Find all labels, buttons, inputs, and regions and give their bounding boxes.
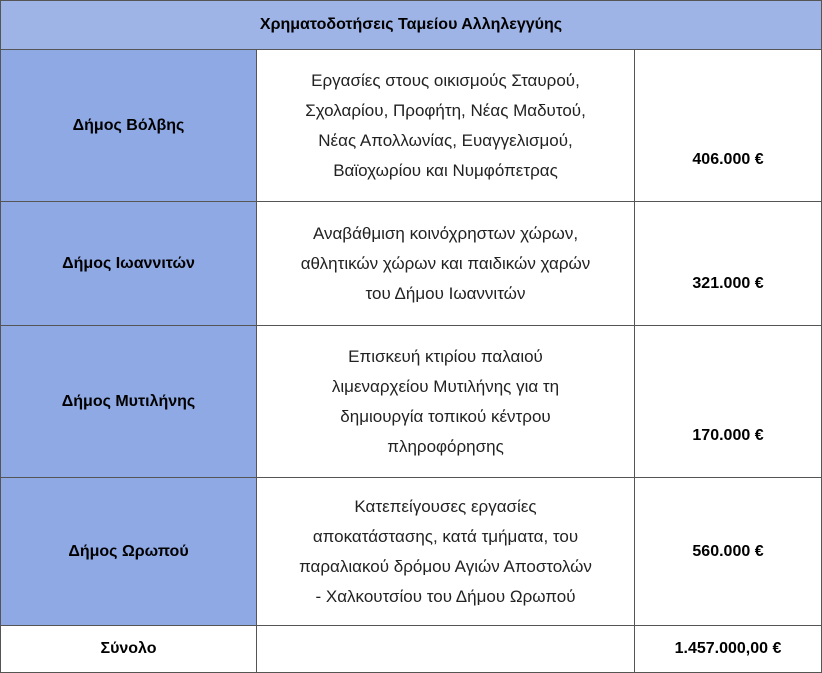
description-line: πληροφόρησης bbox=[387, 436, 504, 456]
description-line: αποκατάστασης, κατά τμήματα, του bbox=[312, 526, 579, 546]
description-line: Κατεπείγουσες εργασίες bbox=[354, 496, 537, 516]
description-line: λιμεναρχείου Μυτιλήνης για τη bbox=[331, 376, 560, 396]
description-cell bbox=[257, 326, 635, 478]
description-line: Σχολαρίου, Προφήτη, Νέας Μαδυτού, bbox=[305, 100, 586, 120]
description-line: του Δήμου Ιωαννιτών bbox=[365, 283, 526, 303]
description-line: Νέας Απολλωνίας, Ευαγγελισμού, bbox=[318, 130, 573, 150]
table-row bbox=[1, 478, 822, 626]
description-cell bbox=[257, 478, 635, 626]
municipality-cell: Δήμος Βόλβης bbox=[1, 50, 257, 202]
table-row bbox=[1, 202, 822, 326]
amount-cell: 406.000 € bbox=[635, 50, 822, 202]
municipality-cell: Δήμος Ωρωπού bbox=[1, 478, 257, 626]
amount-cell: 321.000 € bbox=[635, 202, 822, 326]
table-title: Χρηματοδοτήσεις Ταμείου Αλληλεγγύης bbox=[1, 1, 822, 50]
municipality-cell: Δήμος Ιωαννιτών bbox=[1, 202, 257, 326]
table-header-row bbox=[1, 1, 822, 50]
total-amount: 1.457.000,00 € bbox=[635, 626, 822, 673]
description-line: - Χαλκουτσίου του Δήμου Ωρωπού bbox=[315, 586, 576, 606]
total-description-cell bbox=[257, 626, 635, 673]
table-row bbox=[1, 50, 822, 202]
amount-cell: 170.000 € bbox=[635, 326, 822, 478]
total-row bbox=[1, 626, 822, 673]
total-label: Σύνολο bbox=[1, 626, 257, 673]
description-line: παραλιακού δρόμου Αγιών Αποστολών bbox=[299, 556, 592, 576]
description-line: Βαϊοχωρίου και Νυμφόπετρας bbox=[333, 160, 558, 180]
description-line: Εργασίες στους οικισμούς Σταυρού, bbox=[311, 70, 580, 90]
table-row bbox=[1, 326, 822, 478]
description-line: δημιουργία τοπικού κέντρου bbox=[340, 406, 551, 426]
description-line: αθλητικών χώρων και παιδικών χαρών bbox=[300, 253, 591, 273]
description-cell bbox=[257, 50, 635, 202]
description-line: Επισκευή κτιρίου παλαιού bbox=[348, 346, 543, 366]
municipality-cell: Δήμος Μυτιλήνης bbox=[1, 326, 257, 478]
amount-cell: 560.000 € bbox=[635, 478, 822, 626]
description-line: Αναβάθμιση κοινόχρηστων χώρων, bbox=[312, 223, 579, 243]
description-cell bbox=[257, 202, 635, 326]
